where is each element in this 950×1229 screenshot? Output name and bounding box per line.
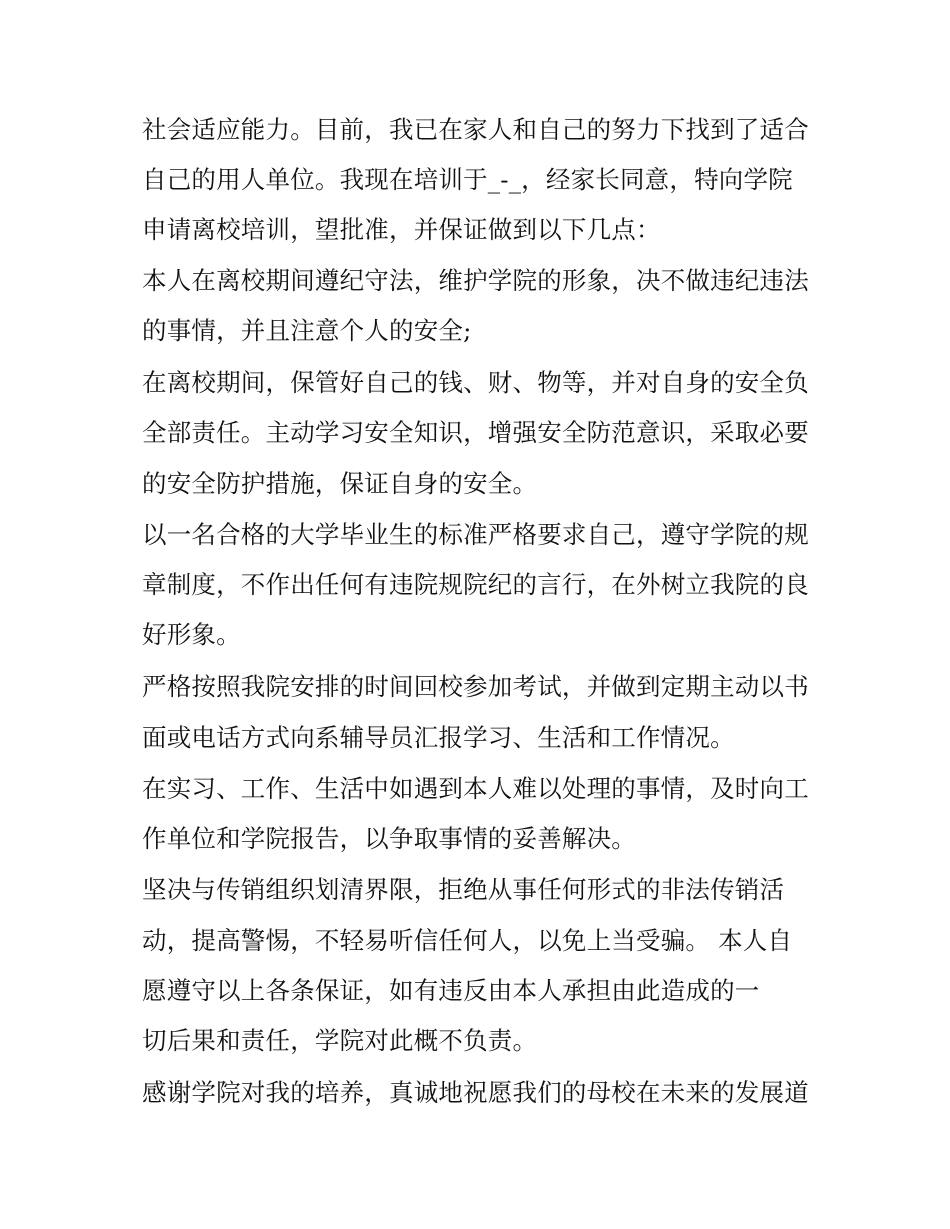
- text-line: 感谢学院对我的培养，真诚地祝愿我们的母校在未来的发展道: [142, 1078, 809, 1107]
- text-line: 社会适应能力。目前，我已在家人和自己的努力下找到了适合: [142, 115, 809, 144]
- text-line: 面或电话方式向系辅导员汇报学习、生活和工作情况。: [142, 723, 735, 752]
- text-line: 的安全防护措施，保证自身的安全。: [142, 469, 538, 498]
- text-line: 好形象。: [142, 620, 241, 649]
- text-line: 在离校期间，保管好自己的钱、财、物等，并对自身的安全负: [142, 368, 809, 397]
- text-line: 以一名合格的大学毕业生的标准严格要求自己，遵守学院的规: [142, 520, 809, 549]
- text-line: 作单位和学院报告，以争取事情的妥善解决。: [142, 824, 636, 853]
- text-line: 全部责任。主动学习安全知识，增强安全防范意识，采取必要: [142, 418, 809, 447]
- text-line: 切后果和责任，学院对此概不负责。: [142, 1026, 538, 1055]
- text-line: 本人在离校期间遵纪守法，维护学院的形象，决不做违纪违法: [142, 266, 809, 295]
- text-line: 坚决与传销组织划清界限，拒绝从事任何形式的非法传销活: [142, 875, 785, 904]
- text-line: 申请离校培训，望批准，并保证做到以下几点：: [142, 215, 661, 244]
- text-line: 在实习、工作、生活中如遇到本人难以处理的事情，及时向工: [142, 774, 809, 803]
- text-line: 动，提高警惕，不轻易听信任何人，以免上当受骗。 本人自: [142, 926, 793, 955]
- text-line: 的事情，并且注意个人的安全;: [142, 316, 472, 345]
- text-line: 严格按照我院安排的时间回校参加考试，并做到定期主动以书: [142, 672, 809, 701]
- text-line: 章制度，不作出任何有违院规院纪的言行，在外树立我院的良: [142, 570, 809, 599]
- text-line: 愿遵守以上各条保证，如有违反由本人承担由此造成的一: [142, 976, 760, 1005]
- text-line: 自己的用人单位。我现在培训于_-_，经家长同意，特向学院: [142, 165, 793, 194]
